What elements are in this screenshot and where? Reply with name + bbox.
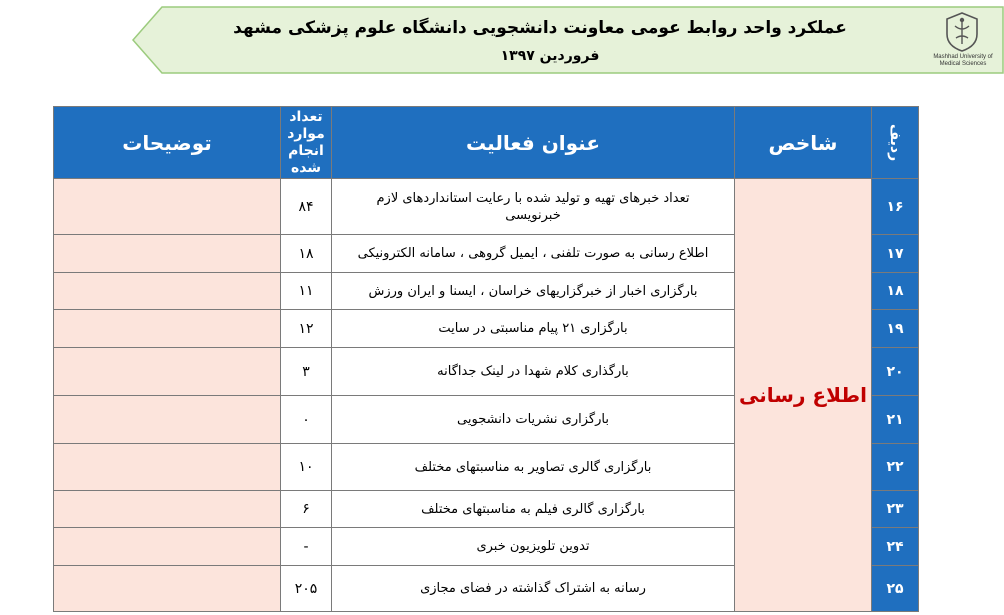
- row-number: ۱۹: [872, 310, 919, 348]
- description-cell: [54, 273, 281, 310]
- activity-cell: بارگزاری گالری تصاویر به مناسبتهای مختلف: [332, 444, 735, 491]
- count-cell: ۶: [281, 491, 332, 528]
- description-cell: [54, 235, 281, 273]
- count-cell: ۱۲: [281, 310, 332, 348]
- header-shakhes: شاخص: [735, 107, 872, 179]
- description-cell: [54, 444, 281, 491]
- row-number: ۱۶: [872, 179, 919, 235]
- row-number: ۱۸: [872, 273, 919, 310]
- count-cell: ۰: [281, 396, 332, 444]
- activity-cell: بارگزاری ۲۱ پیام مناسبتی در سایت: [332, 310, 735, 348]
- table-header-row: [54, 107, 919, 179]
- row-number: ۲۴: [872, 528, 919, 566]
- activity-cell: تعداد خبرهای تهیه و تولید شده با رعایت استانداردهای لازم خبرنویسی: [332, 179, 735, 235]
- report-period: فروردین ۱۳۹۷: [500, 48, 600, 64]
- count-cell: ۱۰: [281, 444, 332, 491]
- activity-table-wrapper: [53, 106, 919, 612]
- activity-cell: بارگزاری گالری فیلم به مناسبتهای مختلف: [332, 491, 735, 528]
- header-count: تعداد موارد انجام شده: [281, 107, 332, 179]
- logo-caption: Mashhad University of Medical Sciences: [933, 54, 993, 67]
- row-number: ۲۳: [872, 491, 919, 528]
- activity-cell: بارگذاری کلام شهدا در لینک جداگانه: [332, 348, 735, 396]
- activity-cell: اطلاع رسانی به صورت تلفنی ، ایمیل گروهی ، سامانه الکترونیکی: [332, 235, 735, 273]
- count-cell: ۱۱: [281, 273, 332, 310]
- activity-cell: بارگزاری نشریات دانشجویی: [332, 396, 735, 444]
- description-cell: [54, 310, 281, 348]
- shakhes-cell: اطلاع رسانی: [735, 179, 872, 612]
- count-cell: ۳: [281, 348, 332, 396]
- row-number: ۱۷: [872, 235, 919, 273]
- header-description: توضیحات: [54, 107, 281, 179]
- description-cell: [54, 396, 281, 444]
- description-cell: [54, 566, 281, 612]
- row-number: ۲۵: [872, 566, 919, 612]
- activity-table: [53, 106, 919, 612]
- header-activity-title: عنوان فعالیت: [332, 107, 735, 179]
- description-cell: [54, 179, 281, 235]
- row-number: ۲۰: [872, 348, 919, 396]
- header-radif: ردیف: [872, 107, 919, 179]
- activity-cell: رسانه به اشتراک گذاشته در فضای مجازی: [332, 566, 735, 612]
- university-logo: [930, 10, 1000, 72]
- university-emblem-icon: [944, 12, 980, 52]
- description-cell: [54, 491, 281, 528]
- count-cell: -: [281, 528, 332, 566]
- row-number: ۲۱: [872, 396, 919, 444]
- activity-cell: تدوین تلویزیون خبری: [332, 528, 735, 566]
- description-cell: [54, 528, 281, 566]
- count-cell: ۱۸: [281, 235, 332, 273]
- report-title: عملکرد واحد روابط عومی معاونت دانشجویی دانشگاه علوم پزشکی مشهد: [233, 18, 847, 38]
- description-cell: [54, 348, 281, 396]
- count-cell: ۸۴: [281, 179, 332, 235]
- table-row: [54, 179, 919, 235]
- count-cell: ۲۰۵: [281, 566, 332, 612]
- activity-cell: بارگزاری اخبار از خبرگزاریهای خراسان ، ایسنا و ایران ورزش: [332, 273, 735, 310]
- row-number: ۲۲: [872, 444, 919, 491]
